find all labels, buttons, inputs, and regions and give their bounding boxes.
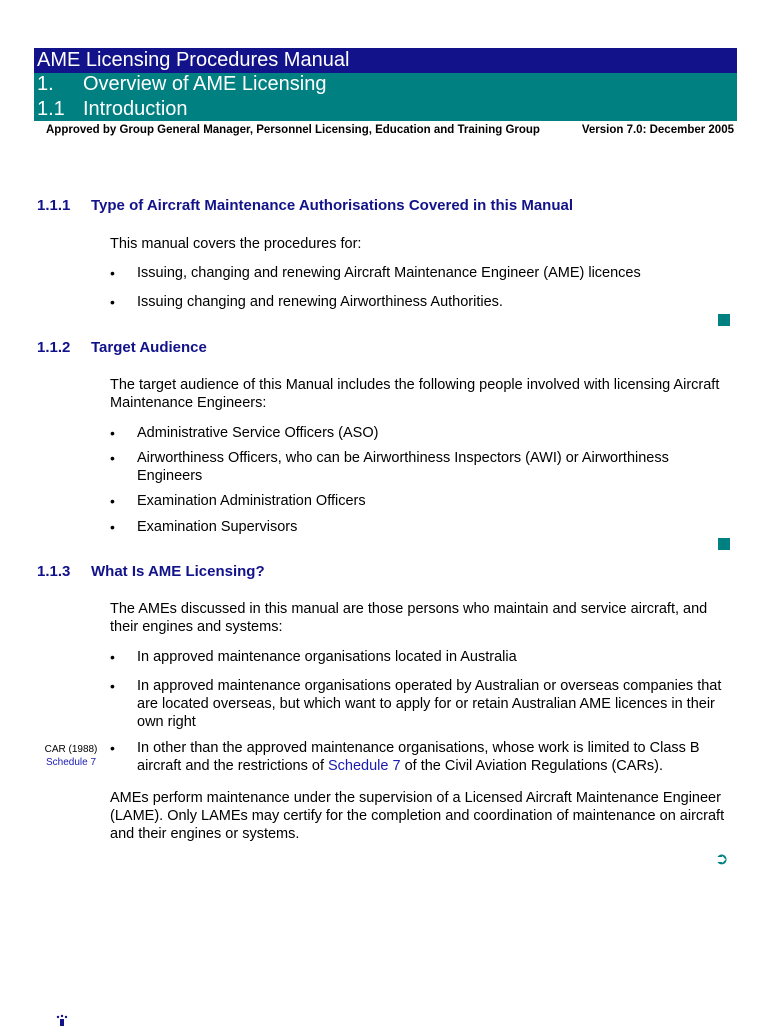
list-item-text [137,739,730,775]
list-item-text: Issuing changing and renewing Airworthiness Authorities. [137,294,503,310]
list-item [110,449,730,485]
list-item-text: Administrative Service Officers (ASO) [137,425,379,441]
approval-line [46,124,734,136]
section-end-square-icon [718,538,730,550]
section-heading-number: 1.1.3 [37,563,71,580]
section-heading-1-1-1 [37,197,573,214]
bullet-icon: • [110,425,115,441]
list-item [110,518,730,536]
logo-icon [52,1014,72,1029]
bullet-icon: • [110,450,115,466]
logo-star-icon [52,1014,72,1026]
section-title: Overview of AME Licensing [83,73,327,95]
bullet-icon: • [110,265,115,281]
approval-text: Approved by Group General Manager, Personnel Licensing, Education and Training Group [46,124,540,136]
margin-reference-note [40,743,102,769]
section-heading-1-1-2 [37,339,207,356]
section-heading-number: 1.1.2 [37,339,71,356]
section-intro-paragraph: The target audience of this Manual includes the following people involved with licensing Aircraft Maintenance Engineers: [110,377,720,411]
section-heading-number: 1.1.1 [37,197,71,214]
list-item-text: Airworthiness Officers, who can be Airworthiness Inspectors (AWI) or Airworthiness Engineers [137,450,669,484]
list-item [110,264,730,282]
version-text: Version 7.0: December 2005 [581,124,734,136]
section-heading-title: Type of Aircraft Maintenance Authorisations Covered in this Manual [91,197,574,214]
subsection-title-bar [34,98,737,121]
list-item-text-after-link: of the Civil Aviation Regulations (CARs). [400,758,664,774]
list-item [110,739,730,775]
subsection-number: 1.1 [37,98,65,120]
margin-reference-schedule-link[interactable]: Schedule 7 [45,757,97,768]
list-item [110,424,730,442]
section-end-square-icon [718,314,730,326]
list-item [110,293,730,311]
bullet-icon: • [110,493,115,509]
list-item [110,648,730,666]
list-item [110,677,730,731]
bullet-icon: • [110,740,115,756]
bullet-icon: • [110,649,115,665]
section-title-bar [34,73,737,98]
bullet-icon: • [110,519,115,535]
bullet-icon: • [110,678,115,694]
manual-title: AME Licensing Procedures Manual [37,49,350,71]
section-intro-paragraph: The AMEs discussed in this manual are those persons who maintain and service aircraft, and their engines and systems: [110,601,708,635]
manual-title-bar [34,48,737,73]
margin-reference-car: CAR (1988) [44,744,98,755]
list-item-text: Examination Supervisors [137,519,298,535]
section-heading-title: Target Audience [91,339,207,356]
continue-arrow-icon: ➲ [715,851,729,868]
list-item-text: In approved maintenance organisations operated by Australian or overseas companies that are located overseas, but which want to apply for or retain Australian AME licences in their own right [137,678,722,730]
schedule-7-link[interactable]: Schedule 7 [328,758,401,774]
section-heading-title: What Is AME Licensing? [91,563,265,580]
section-intro-paragraph: This manual covers the procedures for: [110,236,362,252]
list-item-text: In approved maintenance organisations located in Australia [137,649,517,665]
closing-paragraph: AMEs perform maintenance under the supervision of a Licensed Aircraft Maintenance Engineer (LAME). Only LAMEs may certify for the completion and coordination of maintenance on aircraft and their engines or systems. [110,790,725,842]
list-item [110,492,730,510]
list-item-text-before-link: In other than the approved maintenance organisations, whose work is limited to Class B aircraft and the restrictions of [137,740,700,774]
list-item-text: Examination Administration Officers [137,493,366,509]
subsection-title: Introduction [83,98,188,120]
bullet-icon: • [110,294,115,310]
section-heading-1-1-3 [37,563,265,580]
list-item-text: Issuing, changing and renewing Aircraft Maintenance Engineer (AME) licences [137,265,641,281]
section-number: 1. [37,73,54,95]
